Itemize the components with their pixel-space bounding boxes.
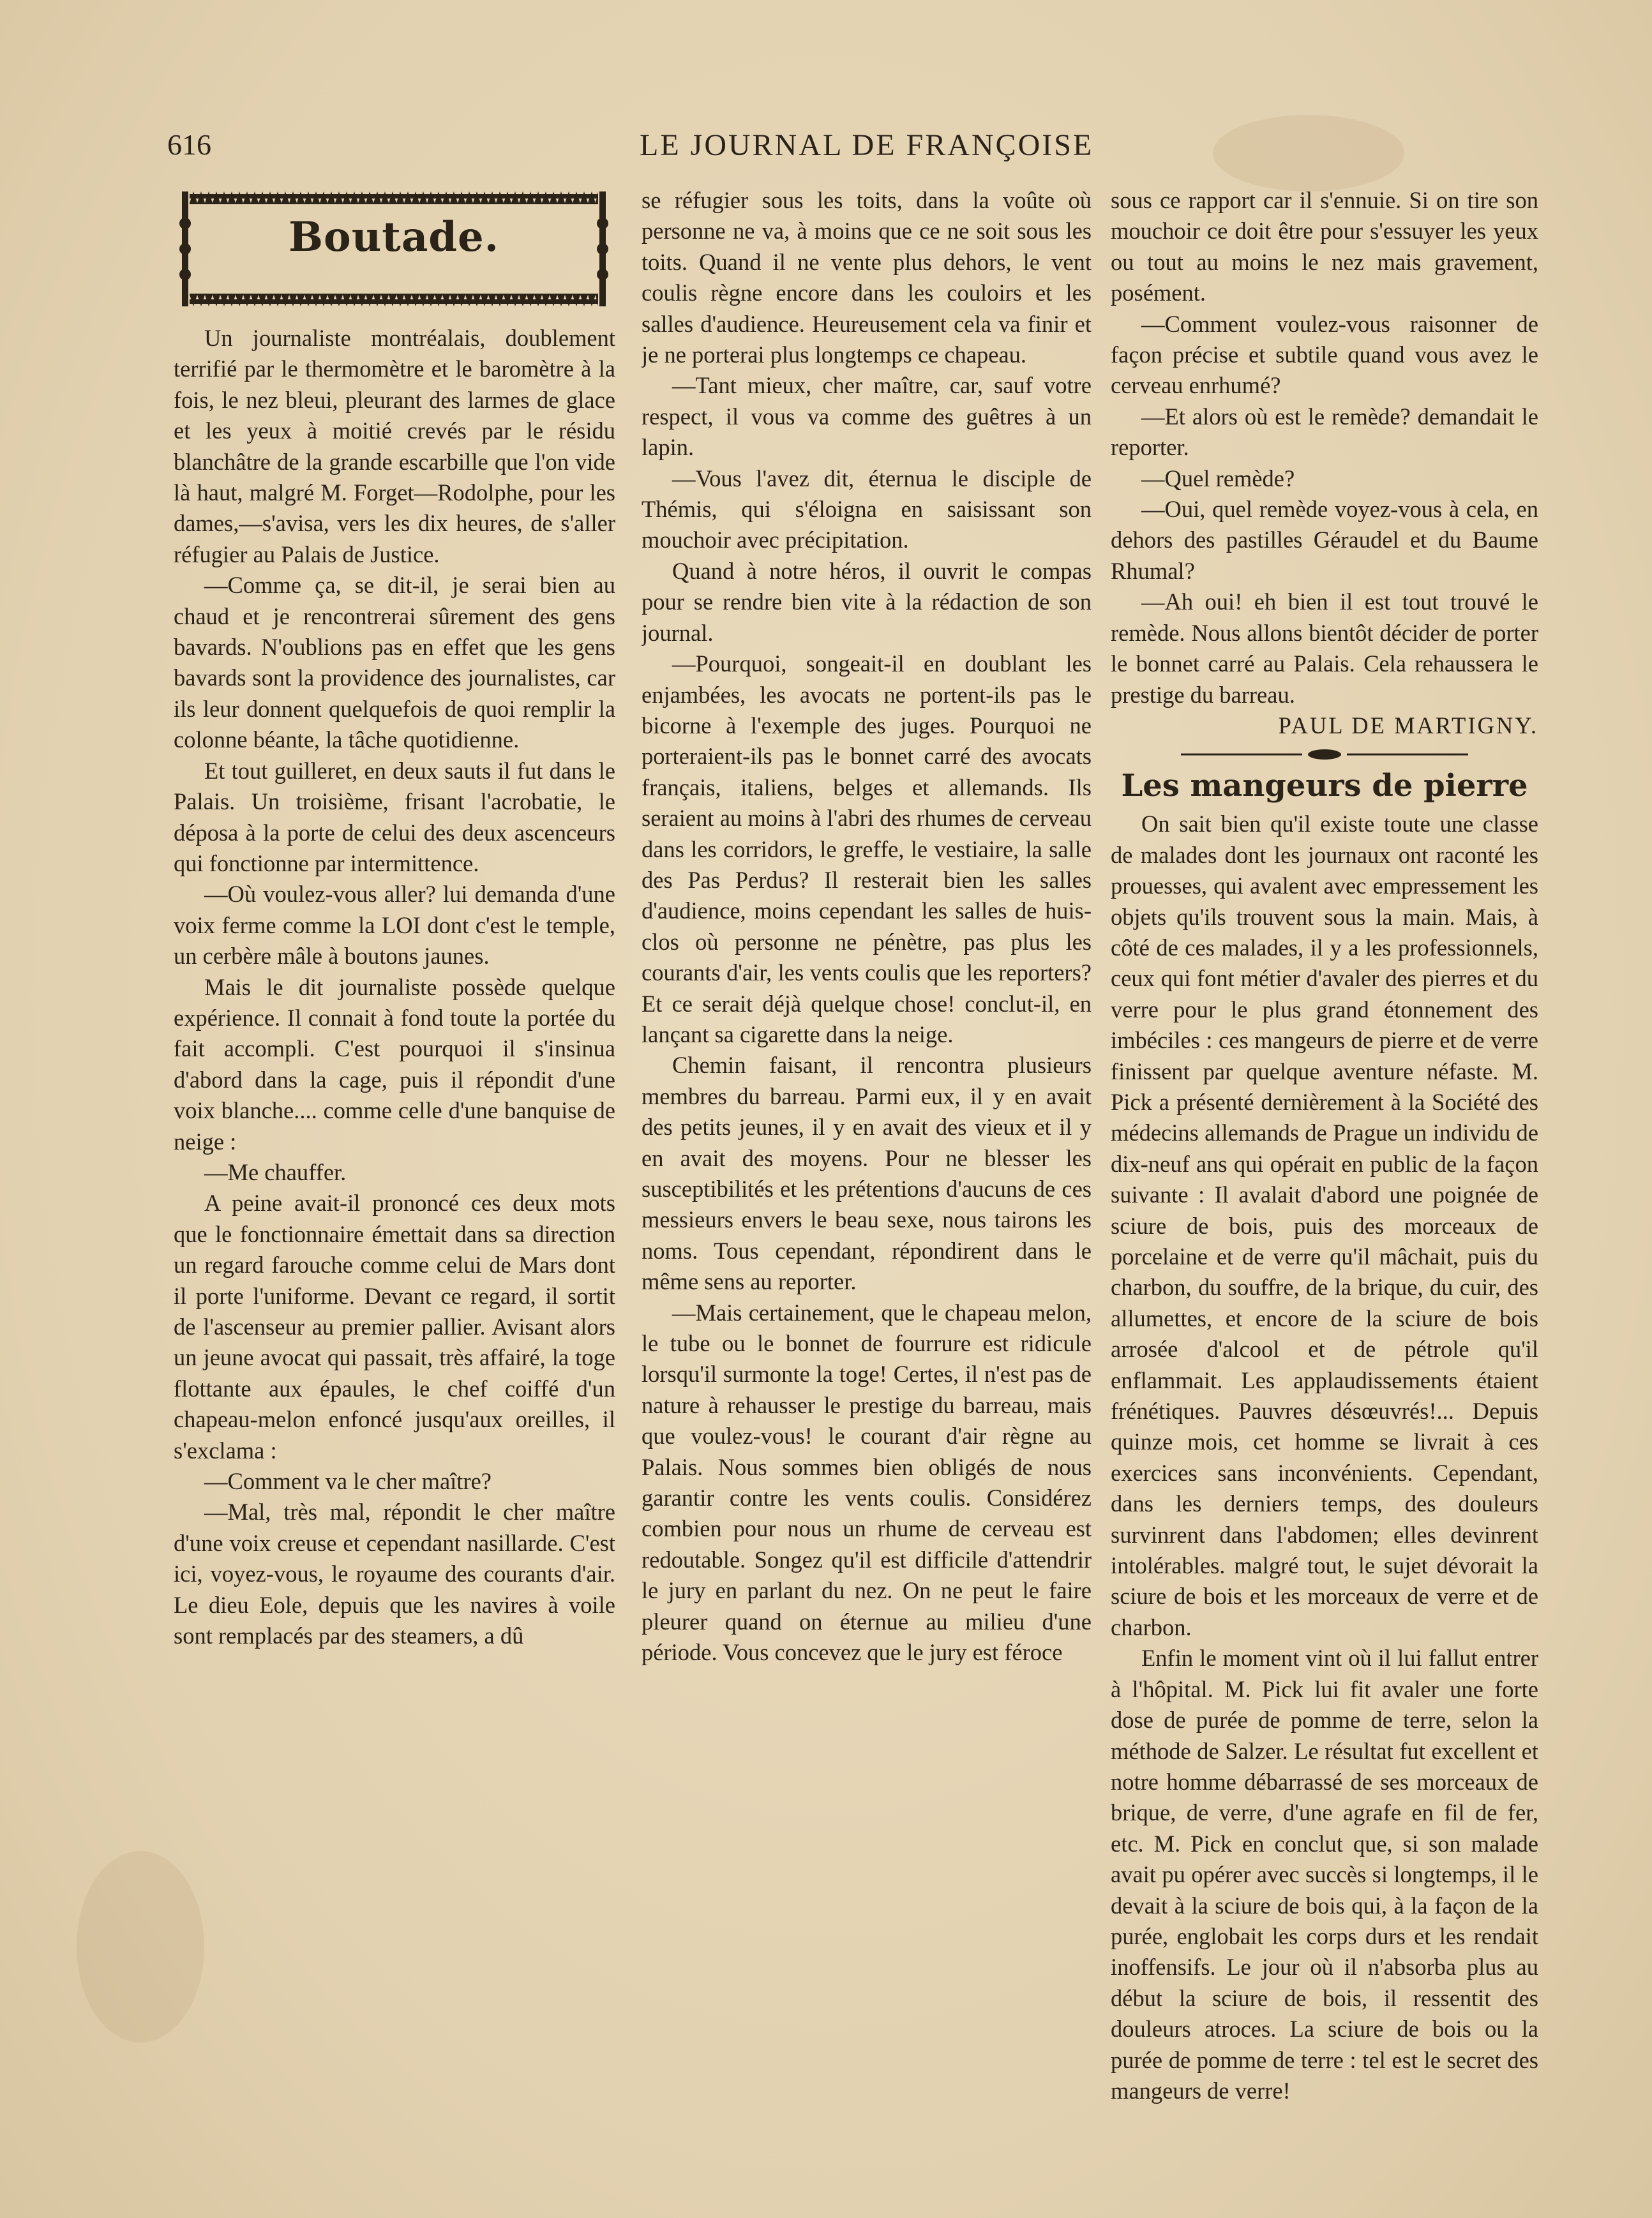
journal-title: LE JOURNAL DE FRANÇOISE — [640, 128, 1094, 162]
article-signature: PAUL DE MARTIGNY. — [1278, 712, 1538, 738]
paragraph: Enfin le moment vint où il lui fallut entrer à l'hôpital. M. Pick lui fit avaler une forte dose de purée de pomme de terre, selon la méthode de Salzer. Le résultat fut excellent et notre homme débarrassé de ses morceaux de brique, de verre, d'une agrafe en fil de fer, etc. M. Pick en conclut que, si son malade avait pu opérer avec succès si longtemps, il le devait à la sciure de bois qui, à la façon de la purée, englobait les corps durs et les rendait inoffensifs. Le jour où il n'absorba plus au début la sciure de bois, il ressentit des douleurs atroces. La sciure de bois ou la purée de pomme de terre : tel est le secret des mangeurs de verre! — [1111, 1645, 1538, 2104]
paragraph: —Mal, très mal, répondit le cher maître d'une voix creuse et cependant nasillarde. C'est ici, voyez-vous, le royaume des courants d'air. Le dieu Eole, depuis que les navires à voile sont remplacés par des steamers, a dû — [174, 1499, 615, 1649]
paragraph: —Et alors où est le remède? demandait le reporter. — [1111, 403, 1538, 461]
paragraph: —Comment va le cher maître? — [204, 1468, 492, 1495]
article-title-mangeurs: Les mangeurs de pierre — [1121, 768, 1528, 804]
column-2 — [642, 185, 1092, 2106]
column-1 — [174, 185, 615, 2106]
paragraph: On sait bien qu'il existe toute une classe de malades dont les journaux ont raconté les prouesses, qui avalent avec empressement les objets qu'ils trouvent sous la main. Mais, à côté de ces malades, il y a les professionnels, ceux qui font métier d'avaler des pierres et du verre pour le plus grand étonnement des imbéciles : ces mangeurs de pierre et de verre finissent par quelque aventure néfaste. M. Pick a présenté dernièrement à la Société des médecins allemands de Prague un individu de dix-neuf ans qui opérait en public de la façon suivante : Il avalait d'abord une poignée de sciure de bois, puis des morceaux de porcelaine et de verre qu'il mâchait, puis du charbon, du souffre, de la brique, du cuir, des allumettes, et encore de la sciure de bois arrosée d'alcool et de pétrole qu'il enflammait. Les applaudissements étaient frénétiques. Pauvres désœuvrés!... Depuis quinze mois, cet homme se livrait à ces exercices sans inconvénients. Cependant, dans les derniers temps, des douleurs survinrent dans l'abdomen; elles devinrent intolérables. malgré tout, le sujet dévorait la sciure de bois et les morceaux de verre et de charbon. — [1111, 811, 1538, 1640]
paragraph: Quand à notre héros, il ouvrit le compas pour se rendre bien vite à la rédaction de son journal. — [642, 557, 1092, 646]
article-title-boutade: Boutade. — [288, 213, 500, 261]
paragraph: —Comment voulez-vous raisonner de façon précise et subtile quand vous avez le cerveau enrhumé? — [1111, 310, 1538, 399]
paragraph: —Vous l'avez dit, éternua le disciple de Thémis, qui s'éloigna en saisissant son mouchoir avec précipitation. — [642, 465, 1092, 553]
section-divider-icon — [1175, 745, 1475, 764]
paragraph: se réfugier sous les toits, dans la voûte où personne ne va, à moins que ce ne soit sous les toits. Quand il ne vente plus dehors, le vent coulis règne encore dans les couloirs et les salles d'audience. Heureusement cela va finir et je ne porterai plus longtemps ce chapeau. — [642, 187, 1092, 368]
paragraph: Mais le dit journaliste possède quelque expérience. Il connait à fond toute la portée du fait accompli. C'est pourquoi il s'insinua d'abord dans la cage, puis il répondit d'une voix blanche.... comme celle d'une banquise de neige : — [174, 973, 615, 1155]
column-3 — [1111, 185, 1538, 2106]
paragraph: —Oui, quel remède voyez-vous à cela, en dehors des pastilles Géraudel et du Baume Rhumal? — [1111, 496, 1538, 584]
paragraph: Un journaliste montréalais, doublement terrifié par le thermomètre et le baromètre à la fois, le nez bleui, pleurant des larmes de glace et les yeux à moitié crevés par le résidu blanchâtre de la grande escarbille que l'on vide là haut, malgré M. Forget—Rodolphe, pour les dames,—s'avisa, vers les dix heures, de s'aller réfugier au Palais de Justice. — [174, 325, 615, 567]
paragraph: A peine avait-il prononcé ces deux mots que le fonctionnaire émettait dans sa direction un regard farouche comme celui de Mars dont il porte l'uniforme. Devant ce regard, il sortit de l'ascenseur au premier pallier. Avisant alors un jeune avocat qui passait, très affairé, la toge flottante aux épaules, le chef coiffé d'un chapeau-melon enfoncé jusqu'aux oreilles, il s'exclama : — [174, 1190, 615, 1464]
paragraph: —Tant mieux, cher maître, car, sauf votre respect, il vous va comme des guêtres à un lapin. — [642, 372, 1092, 461]
paragraph: sous ce rapport car il s'ennuie. Si on tire son mouchoir ce doit être pour s'essuyer les yeux ou tout au moins le nez mais gravement, posément. — [1111, 187, 1538, 306]
running-head — [167, 128, 1444, 166]
paragraph: —Me chauffer. — [204, 1158, 347, 1185]
paragraph: —Où voulez-vous aller? lui demanda d'une voix ferme comme la LOI dont c'est le temple, un cerbère mâle à boutons jaunes. — [174, 881, 615, 970]
title-ornament-frame — [174, 185, 615, 313]
paragraph: —Mais certainement, que le chapeau melon, le tube ou le bonnet de fourrure est ridicule lorsqu'il surmonte la toge! Certes, il n'est pas de nature à rehausser le prestige du barreau, mais que voulez-vous! le courant d'air règne au Palais. Nous sommes bien obligés de nous garantir contre les vents coulis. Considérez combien pour nous un rhume de cerveau est redoutable. Songez qu'il est difficile d'attendrir le jury en parlant du nez. On ne peut le faire pleurer quand on éternue au milieu d'une période. Vous concevez que le jury est féroce — [642, 1299, 1092, 1666]
paragraph: —Quel remède? — [1141, 465, 1295, 491]
paragraph: Et tout guilleret, en deux sauts il fut dans le Palais. Un troisième, frisant l'acrobatie, le déposa à la porte de celui des deux ascenceurs qui fonctionne par intermittence. — [174, 757, 615, 876]
paragraph: —Ah oui! eh bien il est tout trouvé le remède. Nous allons bientôt décider de porter le bonnet carré au Palais. Cela rehaussera le prestige du barreau. — [1111, 588, 1538, 708]
paragraph: —Comme ça, se dit-il, je serai bien au chaud et je rencontrerai sûrement des gens bavards. N'oublions pas en effet que les gens bavards sont la providence des journalistes, car ils leur donnent quelquefois de quoi remplir la colonne béante, la tâche quotidienne. — [174, 572, 615, 753]
page-number: 616 — [167, 128, 211, 161]
paragraph: —Pourquoi, songeait-il en doublant les enjambées, les avocats ne portent-ils pas le bicorne à l'exemple des juges. Pourquoi ne porteraient-ils pas le bonnet carré des avocats français, italiens, belges et allemands. Ils seraient au moins à l'abri des rhumes de cerveau dans les corridors, le greffe, le vestiaire, la salle des Pas Perdus? Il resterait bien les salles d'audience, moins cependant les salles de huis-clos où personne ne pénètre, pas plus les courants d'air, les vents coulis que les reporters? Et ce serait déjà quelque chose! conclut-il, en lançant sa cigarette dans la neige. — [642, 650, 1092, 1047]
paragraph: Chemin faisant, il rencontra plusieurs membres du barreau. Parmi eux, il y en avait des petits jeunes, il y en avait des vieux et il y en avait des moyens. Pour ne blesser les susceptibilités et les prétentions d'aucuns de ces messieurs envers le beau sexe, nous tairons les noms. Tous cependant, répondirent dans le même sens au reporter. — [642, 1052, 1092, 1295]
